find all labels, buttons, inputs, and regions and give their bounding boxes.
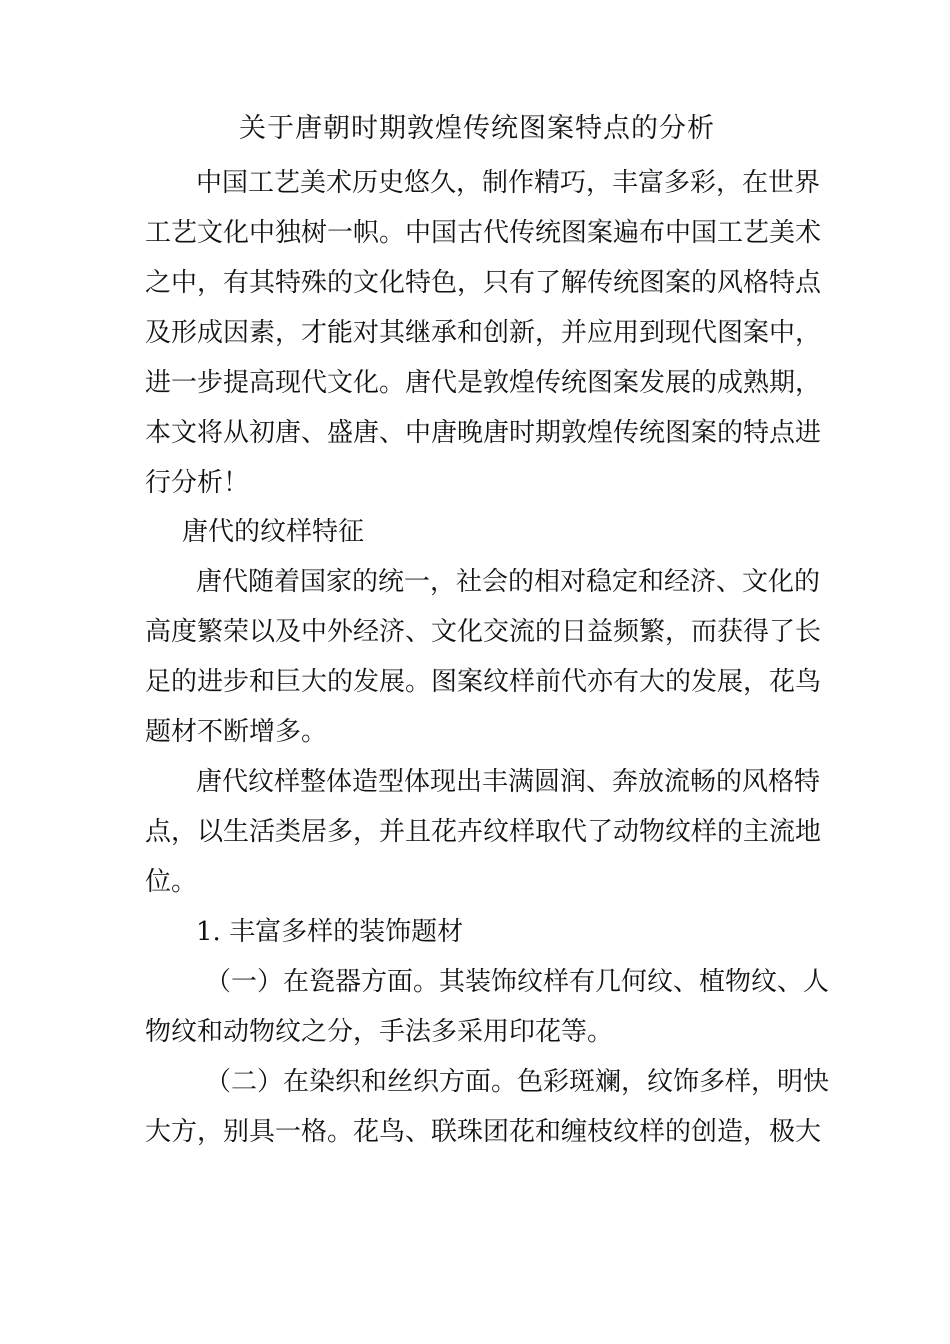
paragraph-1-line-5: 进一步提高现代文化。唐代是敦煌传统图案发展的成熟期，: [145, 368, 822, 398]
paragraph-2-line-1: 唐代随着国家的统一，社会的相对稳定和经济、文化的: [196, 567, 821, 597]
document-title: 关于唐朝时期敦煌传统图案特点的分析: [239, 113, 715, 144]
paragraph-1-line-1: 中国工艺美术历史悠久，制作精巧，丰富多彩，在世界: [196, 168, 821, 198]
paragraph-5-line-2: 大方，别具一格。花鸟、联珠团花和缠枝纹样的创造，极大: [145, 1117, 822, 1147]
paragraph-1-line-4: 及形成因素，才能对其继承和创新，并应用到现代图案中，: [145, 318, 822, 348]
paragraph-3-line-3: 位。: [145, 867, 198, 897]
paragraph-1-line-2: 工艺文化中独树一帜。中国古代传统图案遍布中国工艺美术: [145, 218, 822, 248]
subheading-1: 1. 丰富多样的装饰题材: [196, 917, 464, 947]
section-heading: 唐代的纹样特征: [182, 517, 365, 547]
paragraph-5-line-1: （二）在染织和丝织方面。色彩斑斓，纹饰多样，明快: [205, 1067, 830, 1097]
paragraph-4-line-2: 物纹和动物纹之分，手法多采用印花等。: [145, 1017, 614, 1047]
paragraph-1-line-6: 本文将从初唐、盛唐、中唐晚唐时期敦煌传统图案的特点进: [145, 418, 822, 448]
paragraph-1-line-3: 之中，有其特殊的文化特色，只有了解传统图案的风格特点: [145, 268, 822, 298]
paragraph-3-line-2: 点，以生活类居多，并且花卉纹样取代了动物纹样的主流地: [145, 817, 822, 847]
paragraph-4-line-1: （一）在瓷器方面。其装饰纹样有几何纹、植物纹、人: [205, 967, 830, 997]
paragraph-2-line-3: 足的进步和巨大的发展。图案纹样前代亦有大的发展，花鸟: [145, 667, 822, 697]
paragraph-1-line-7: 行分析！: [145, 468, 250, 498]
paragraph-2-line-4: 题材不断增多。: [145, 717, 328, 747]
paragraph-2-line-2: 高度繁荣以及中外经济、文化交流的日益频繁，而获得了长: [145, 617, 822, 647]
paragraph-3-line-1: 唐代纹样整体造型体现出丰满圆润、奔放流畅的风格特: [196, 767, 821, 797]
